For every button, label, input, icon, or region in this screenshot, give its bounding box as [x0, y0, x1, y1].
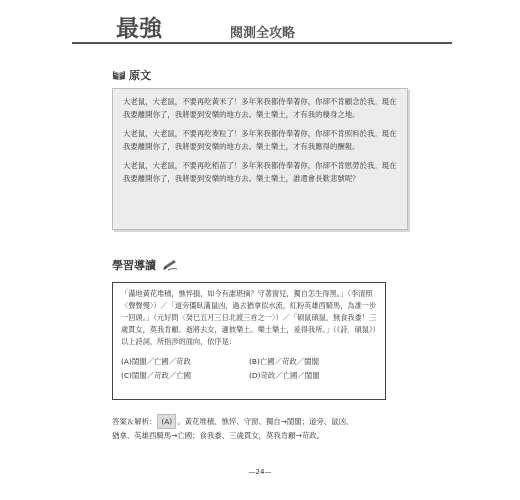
- option-d: (D)苛政／亡國／閨閣: [249, 371, 320, 380]
- original-section-label: 原文: [129, 69, 151, 82]
- page-number: —24—: [248, 468, 272, 476]
- original-text-box: [112, 88, 408, 230]
- options-grid: [121, 356, 377, 381]
- answer-text-line1: 。黃花堆積、憔悴、守窗、獨自→閨閣；道旁、鼠凶、: [177, 417, 354, 426]
- page-header: [72, 6, 452, 46]
- original-section-title: [112, 67, 151, 83]
- option-a: (A)閨閣／亡國／苛政: [121, 357, 191, 366]
- option-b: (B)亡國／苛政／閨閣: [249, 357, 319, 366]
- header-title-small: 閱測全攻略: [230, 26, 296, 41]
- header-rule: [72, 42, 452, 44]
- answer-prefix: 答案＆解析：: [112, 417, 157, 426]
- answer-choice-badge: (A): [157, 414, 176, 429]
- original-paragraph-3: 大老鼠，大老鼠，不要再吃稻苗了！多年來我都侍奉著你，你卻不肯慰勞於我。現在我要離開你了，我將要到安樂的地方去。樂土樂土，誰還會長歎悲號呢？: [123, 161, 397, 183]
- original-paragraph-1: 大老鼠，大老鼠，不要再吃黃米了！多年來我都侍奉著你，你卻不肯顧念於我。現在我要離開你了，我將要到安樂的地方去。樂土樂土，才有我的棲身之地。: [123, 97, 397, 119]
- book-icon: [112, 69, 126, 83]
- pencil-icon: [162, 256, 178, 275]
- option-c: (C)閨閣／苛政／亡國: [121, 371, 192, 380]
- answer-text-line2: 猶拿、英雄西騎馬→亡國；食我黍、三歲貫女，莫我肯顧→苛政。: [112, 431, 324, 440]
- practice-section-title: 學習導讀: [112, 259, 156, 272]
- header-title-big: 最強: [116, 15, 162, 42]
- answer-explanation: [112, 414, 404, 442]
- original-paragraph-2: 大老鼠，大老鼠，不要再吃麥粒了！多年來我都侍奉著你，你卻不肯照料於我。現在我要離開你了，我將要到安樂的地方去。樂土樂土，才有我應得的酬報。: [123, 129, 397, 151]
- question-box: [112, 282, 386, 400]
- question-text: 「滿地黃花堆積，憔悴損，如今有誰堪摘？守著窗兒，獨自怎生得黑。」（李清照〈聲聲慢〉）／「道旁僵臥滿鼠凶，過去猶拿似水流，紅粉英雄西騎馬，為誰一步一回頭。」（元好問〈癸巳五月三日北渡三首之一〉）／「碩鼠碩鼠，無食我黍！三歲貫女，莫我肯顧。逝將去女，適彼樂土。樂土樂土，爰得我所。」（《詩．碩鼠》）以上詩詞，所指涉的面向，依序是：: [121, 289, 377, 346]
